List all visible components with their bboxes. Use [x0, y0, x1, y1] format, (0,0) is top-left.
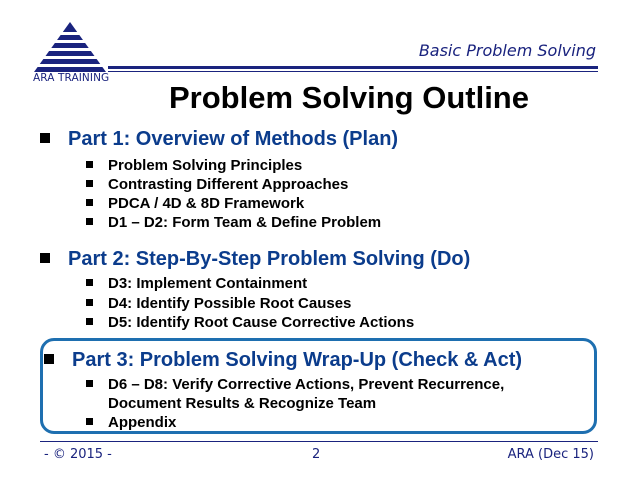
header-rule-thin: [108, 71, 598, 72]
part-1-heading: Part 1: Overview of Methods (Plan): [40, 128, 398, 151]
bullet-square-icon: [86, 161, 93, 168]
list-item-continuation: Document Results & Recognize Team: [108, 395, 377, 412]
bullet-square-icon: [40, 253, 50, 263]
list-item: D5: Identify Root Cause Corrective Actions: [86, 314, 414, 331]
footer-date: ARA (Dec 15): [507, 447, 594, 462]
bullet-square-icon: [86, 218, 93, 225]
bullet-square-icon: [86, 180, 93, 187]
part-3-heading: Part 3: Problem Solving Wrap-Up (Check & Act): [44, 349, 522, 372]
deck-title: Basic Problem Solving: [418, 41, 596, 60]
bullet-square-icon: [86, 380, 93, 387]
list-item: Appendix: [86, 414, 176, 431]
list-item: D1 – D2: Form Team & Define Problem: [86, 214, 381, 231]
slide-title: Problem Solving Outline: [169, 80, 529, 115]
page-number: 2: [312, 447, 321, 462]
list-item: Contrasting Different Approaches: [86, 176, 348, 193]
list-item: D3: Implement Containment: [86, 275, 307, 292]
header-rule: [108, 66, 598, 69]
footer-copyright: - © 2015 -: [44, 447, 112, 462]
part-2-heading: Part 2: Step-By-Step Problem Solving (Do): [40, 248, 470, 271]
list-item: Problem Solving Principles: [86, 157, 302, 174]
bullet-square-icon: [40, 133, 50, 143]
logo-text: ARA TRAINING: [33, 72, 110, 84]
list-item: D6 – D8: Verify Corrective Actions, Prevent Recurrence,: [86, 376, 504, 393]
bullet-square-icon: [86, 318, 93, 325]
list-item: D4: Identify Possible Root Causes: [86, 295, 351, 312]
bullet-square-icon: [86, 199, 93, 206]
bullet-square-icon: [86, 279, 93, 286]
bullet-square-icon: [86, 418, 93, 425]
footer-rule: [40, 441, 598, 442]
list-item: PDCA / 4D & 8D Framework: [86, 195, 304, 212]
bullet-square-icon: [44, 354, 54, 364]
bullet-square-icon: [86, 299, 93, 306]
